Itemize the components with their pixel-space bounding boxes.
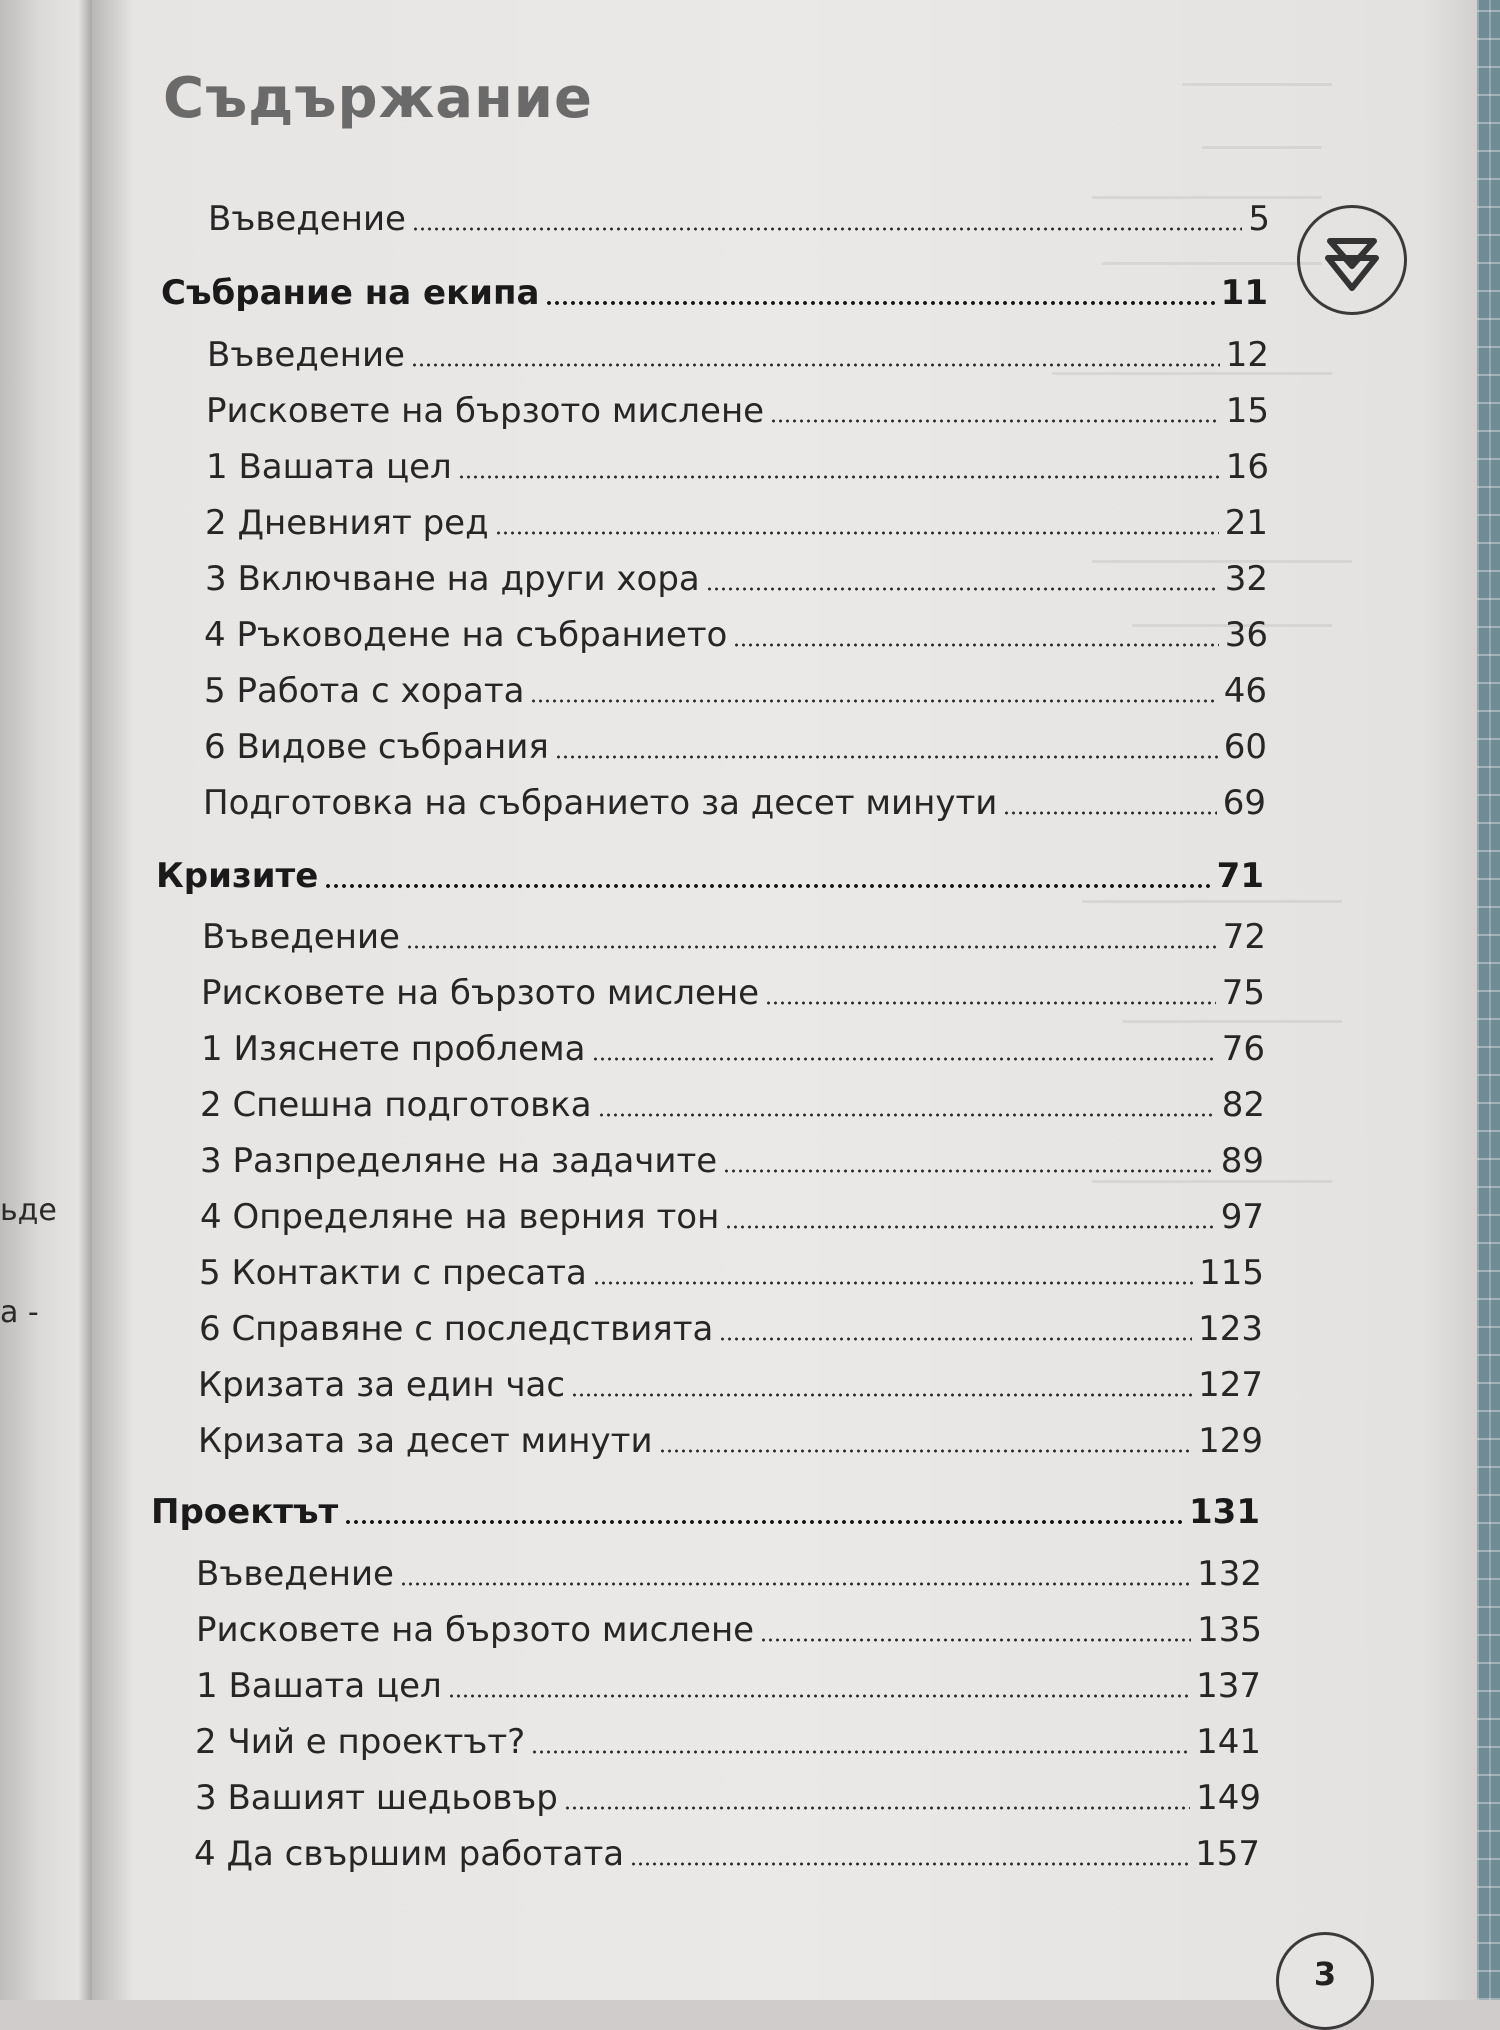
toc-entry-page: 129 — [1198, 1421, 1263, 1461]
toc-entry-title: 3 Включване на други хора — [205, 559, 700, 599]
toc-entry — [205, 556, 1268, 602]
toc-entry-title: Кризите — [156, 856, 319, 896]
dot-leader — [719, 1337, 1192, 1341]
dot-leader — [564, 1806, 1190, 1810]
toc-entry — [198, 1362, 1263, 1408]
toc-entry-title: 2 Чий е проектът? — [195, 1722, 526, 1762]
toc-entry-page: 12 — [1225, 335, 1269, 375]
toc-entry-page: 127 — [1198, 1365, 1263, 1405]
toc-entry-page: 141 — [1196, 1722, 1261, 1762]
toc-section — [151, 1489, 1260, 1535]
dot-leader — [725, 1225, 1214, 1229]
dot-leader — [531, 1750, 1190, 1754]
toc-entry-title: 4 Ръководене на събранието — [204, 615, 728, 655]
toc-entry — [208, 196, 1270, 242]
left-page-fragment: а - — [0, 1295, 39, 1330]
toc-entry-title: 3 Разпределяне на задачите — [200, 1141, 718, 1181]
toc-entry-title: 6 Справяне с последствията — [199, 1309, 714, 1349]
dot-leader — [448, 1694, 1190, 1698]
dot-leader — [344, 1520, 1183, 1524]
toc-entry-title: 5 Контакти с пресата — [199, 1253, 587, 1293]
toc-entry — [196, 1551, 1262, 1597]
dot-leader — [530, 699, 1217, 703]
toc-entry — [195, 1775, 1261, 1821]
dot-leader — [659, 1449, 1193, 1453]
toc-entry-page: 5 — [1248, 199, 1270, 239]
toc-entry-title: 5 Работа с хората — [204, 671, 525, 711]
dot-leader — [1003, 811, 1216, 815]
toc-entry — [206, 388, 1269, 434]
toc-entry — [202, 914, 1266, 960]
toc-entry — [199, 1250, 1264, 1296]
dot-leader — [733, 643, 1218, 647]
dot-leader — [555, 755, 1218, 759]
toc-entry — [206, 444, 1269, 490]
toc-entry — [196, 1663, 1261, 1709]
toc-entry-title: Рисковете на бързото мислене — [196, 1610, 755, 1650]
toc-entry-page: 16 — [1225, 447, 1269, 487]
toc-entry-page: 82 — [1221, 1085, 1265, 1125]
toc-entry-title: Рисковете на бързото мислене — [206, 391, 765, 431]
toc-entry-page: 115 — [1199, 1253, 1264, 1293]
toc-entry-title: 1 Вашата цел — [206, 447, 452, 487]
toc-entry — [204, 724, 1267, 770]
dot-leader — [324, 884, 1210, 888]
toc-entry-title: 1 Вашата цел — [196, 1666, 442, 1706]
toc-entry-title: Рисковете на бързото мислене — [201, 973, 760, 1013]
toc-entry-title: Въведение — [202, 917, 400, 957]
dot-leader — [593, 1281, 1193, 1285]
toc-entry-title: Кризата за един час — [198, 1365, 566, 1405]
toc-entry — [200, 1194, 1264, 1240]
dot-leader — [723, 1169, 1215, 1173]
toc-entry — [205, 500, 1268, 546]
toc-entry-title: 1 Изяснете проблема — [201, 1029, 586, 1069]
dot-leader — [770, 419, 1220, 423]
page-number: 3 — [1313, 1955, 1337, 1993]
toc-entry — [203, 780, 1266, 826]
toc-entry-page: 132 — [1197, 1554, 1262, 1594]
toc-entry-page: 123 — [1198, 1309, 1263, 1349]
toc-entry — [194, 1831, 1260, 1877]
dot-leader — [400, 1582, 1191, 1586]
toc-entry-title: Кризата за десет минути — [198, 1421, 653, 1461]
toc-entry — [199, 1306, 1263, 1352]
toc-entry-title: 2 Дневният ред — [205, 503, 489, 543]
toc-entry-title: Събрание на екипа — [161, 273, 540, 313]
toc-entry — [195, 1719, 1261, 1765]
dot-leader — [458, 475, 1220, 479]
toc-entry-page: 21 — [1224, 503, 1268, 543]
dot-leader — [765, 1001, 1216, 1005]
dot-leader — [412, 227, 1242, 231]
toc-entry-title: 6 Видове събрания — [204, 727, 549, 767]
dot-leader — [760, 1638, 1191, 1642]
toc-entry-title: 3 Вашият шедьовър — [195, 1778, 558, 1818]
toc-entry-page: 97 — [1220, 1197, 1264, 1237]
dot-leader — [495, 531, 1219, 535]
toc-entry — [198, 1418, 1263, 1464]
toc-entry-title: Проектът — [151, 1492, 339, 1532]
toc-entry-page: 69 — [1222, 783, 1266, 823]
dot-leader — [571, 1393, 1192, 1397]
toc-entry-page: 137 — [1196, 1666, 1261, 1706]
toc-entry-page: 135 — [1197, 1610, 1262, 1650]
toc-entry — [200, 1082, 1265, 1128]
dot-leader — [630, 1862, 1189, 1866]
toc-entry-page: 75 — [1221, 973, 1265, 1013]
toc-entry — [204, 612, 1268, 658]
toc-entry-title: 4 Да свършим работата — [194, 1834, 625, 1874]
toc-section — [156, 853, 1264, 899]
dot-leader — [706, 587, 1219, 591]
dot-leader — [406, 945, 1217, 949]
toc-entry — [204, 668, 1267, 714]
toc-entry-page: 149 — [1196, 1778, 1261, 1818]
toc-entry — [207, 332, 1269, 378]
toc-entry — [196, 1607, 1262, 1653]
toc-entry — [201, 1026, 1265, 1072]
toc-entry — [201, 970, 1265, 1016]
toc-entry-page: 76 — [1221, 1029, 1265, 1069]
toc-entry — [200, 1138, 1264, 1184]
toc-entry-page: 36 — [1224, 615, 1268, 655]
emblem-icon — [1297, 205, 1407, 315]
toc-entry-page: 71 — [1216, 856, 1264, 896]
toc-section — [161, 270, 1268, 316]
toc-entry-page: 60 — [1223, 727, 1267, 767]
page-title: Съдържание — [163, 66, 593, 131]
toc-entry-title: Въведение — [207, 335, 405, 375]
toc-entry-page: 89 — [1220, 1141, 1264, 1181]
page-number-badge — [1276, 1932, 1374, 2030]
toc-entry-page: 46 — [1223, 671, 1267, 711]
toc-entry-title: Въведение — [196, 1554, 394, 1594]
toc-entry-page: 131 — [1189, 1492, 1260, 1532]
dot-leader — [545, 301, 1214, 305]
toc-entry-page: 157 — [1195, 1834, 1260, 1874]
dot-leader — [592, 1057, 1216, 1061]
dot-leader — [598, 1113, 1216, 1117]
toc-entry-page: 72 — [1222, 917, 1266, 957]
toc-entry-title: 4 Определяне на верния тон — [200, 1197, 720, 1237]
toc-entry-title: 2 Спешна подготовка — [200, 1085, 592, 1125]
toc-entry-page: 11 — [1220, 273, 1268, 313]
toc-entry-title: Подготовка на събранието за десет минути — [203, 783, 998, 823]
toc-entry-page: 32 — [1224, 559, 1268, 599]
dot-leader — [411, 363, 1220, 367]
toc-entry-page: 15 — [1225, 391, 1269, 431]
toc-entry-title: Въведение — [208, 199, 406, 239]
left-page-fragment: ьде — [0, 1193, 57, 1228]
